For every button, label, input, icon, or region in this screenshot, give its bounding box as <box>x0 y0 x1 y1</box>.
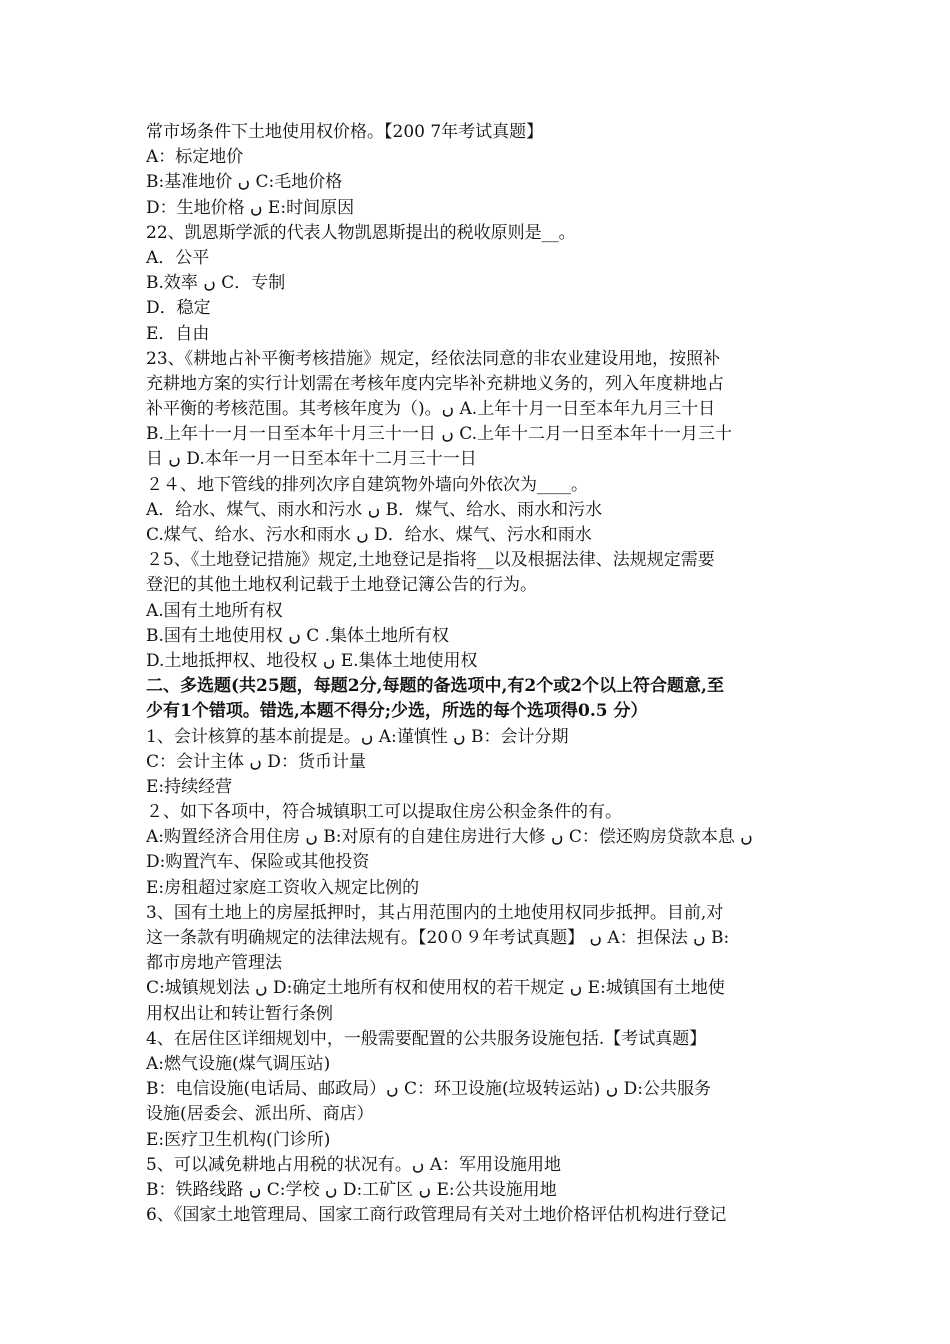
text-line: A:燃气设施(煤气调压站) <box>146 1053 331 1074</box>
text-line: B：铁路线路 ں C:学校 ں D:工矿区 ں E:公共设施用地 <box>146 1179 557 1200</box>
section-heading-line: 二、多选题(共25题，每题2分,每题的备选项中,有2个或2个以上符合题意,至 <box>146 676 724 697</box>
text-line: 补平衡的考核范围。其考核年度为（)。ں A.上年十月一日至本年九月三十日 <box>146 399 716 420</box>
text-line: B.国有土地使用权 ں C .集体土地所有权 <box>146 625 450 646</box>
text-line: 5、可以减免耕地占用税的状况有。ں A：军用设施用地 <box>146 1154 561 1175</box>
text-line: ２、如下各项中，符合城镇职工可以提取住房公积金条件的有。 <box>146 802 622 823</box>
text-line: 23、《耕地占补平衡考核措施》规定，经依法同意的非农业建设用地，按照补 <box>146 348 721 369</box>
text-line: A:购置经济合用住房 ں B:对原有的自建住房进行大修 ں C：偿还购房贷款本息 ں <box>146 827 753 848</box>
text-line: 常市场条件下土地使用权价格。【200 7年考试真题】 <box>146 122 544 142</box>
text-line: B.上年十一月一日至本年十月三十一日 ں C.上年十二月一日至本年十一月三十 <box>146 424 733 445</box>
text-line: E．自由 <box>146 323 210 344</box>
text-line: 22、凯恩斯学派的代表人物凯恩斯提出的税收原则是__。 <box>146 222 576 243</box>
text-line: 登汜的其他土地权利记载于土地登记簿公告的行为。 <box>146 575 537 596</box>
text-line: C.煤气、给水、污水和雨水 ں D．给水、煤气、污水和雨水 <box>146 525 592 545</box>
text-line: C：会计主体 ں D：货币计量 <box>146 751 366 772</box>
text-line: B：电信设施(电话局、邮政局）ں C：环卫设施(垃圾转运站) ں D:公共服务 <box>146 1079 711 1100</box>
text-line: B:基准地价 ں C:毛地价格 <box>146 172 343 193</box>
text-line: 1、会计核算的基本前提是。ں A:谨慎性 ں B：会计分期 <box>146 726 569 747</box>
text-line: E:房租超过家庭工资收入规定比例的 <box>146 877 420 898</box>
text-line: 这一条款有明确规定的法律法规有。【20０９年考试真题】 ں A：担保法 ں B: <box>146 928 730 948</box>
text-line: ２5、《土地登记措施》规定,土地登记是指将__以及根据法律、法规规定需要 <box>146 550 715 571</box>
text-line: 6、《国家土地管理局、国家工商行政管理局有关对土地价格评估机构进行登记 <box>146 1205 727 1226</box>
section-heading-line: 少有1个错项。错选,本题不得分;少选，所选的每个选项得0.5 分） <box>146 701 648 722</box>
text-line: 用权出让和转让暂行条例 <box>146 1003 333 1024</box>
text-line: 设施(居委会、派出所、商店） <box>146 1104 374 1125</box>
text-line: 都市房地产管理法 <box>146 953 282 974</box>
text-line: C:城镇规划法 ں D:确定土地所有权和使用权的若干规定 ں E:城镇国有土地使 <box>146 978 725 999</box>
text-line: A.国有土地所有权 <box>146 600 283 621</box>
text-line: A．给水、煤气、雨水和污水 ں B．煤气、给水、雨水和污水 <box>146 499 603 520</box>
text-line: D:购置汽车、保险或其他投资 <box>146 852 370 873</box>
text-line: 充耕地方案的实行计划需在考核年度内完毕补充耕地义务的，列入年度耕地占 <box>146 373 724 394</box>
text-line: ２４、地下管线的排列次序自建筑物外墙向外依次为____。 <box>146 474 588 495</box>
text-line: 4、在居住区详细规划中，一般需要配置的公共服务设施包括.【考试真题】 <box>146 1028 707 1049</box>
text-line: A：标定地价 <box>146 147 244 168</box>
text-line: A．公平 <box>146 247 210 268</box>
text-line: B.效率 ں C．专制 <box>146 273 286 294</box>
text-line: E:医疗卫生机构(门诊所) <box>146 1129 331 1150</box>
text-line: D：生地价格 ں E:时间原因 <box>146 197 355 218</box>
text-line: 3、国有土地上的房屋抵押时，其占用范围内的土地使用权同步抵押。目前,对 <box>146 902 724 923</box>
text-line: D.土地抵押权、地役权 ں E.集体土地使用权 <box>146 650 478 671</box>
text-line: E:持续经营 <box>146 776 233 797</box>
document-body <box>146 120 814 1228</box>
text-line: D．稳定 <box>146 298 211 319</box>
text-line: 日 ں D.本年一月一日至本年十二月三十一日 <box>146 449 477 470</box>
